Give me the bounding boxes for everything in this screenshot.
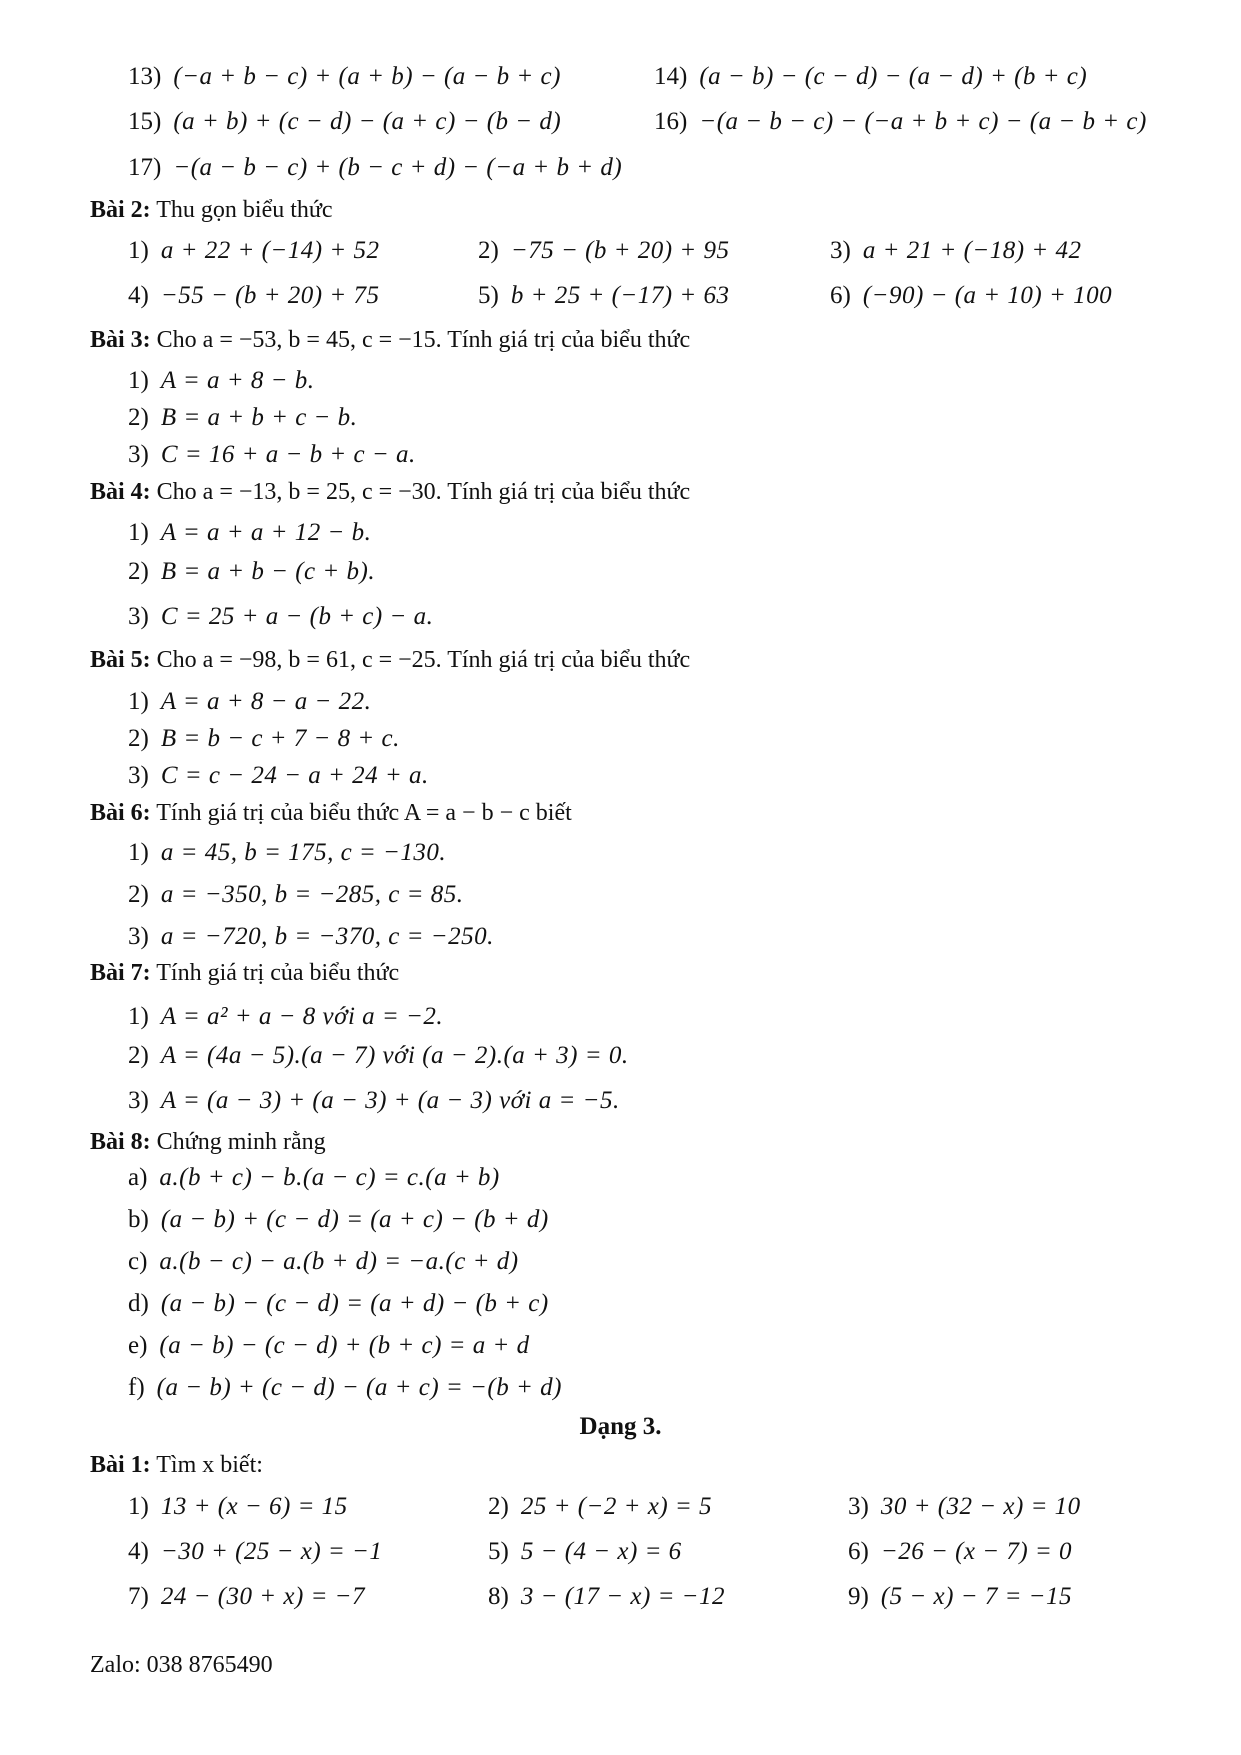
exercise-item: 2) A = (4a − 5).(a − 7) với (a − 2).(a + 3) = 0.	[128, 1042, 629, 1069]
exercise-item: 1) 13 + (x − 6) = 15	[128, 1493, 348, 1520]
exercise-item: 14) (a − b) − (c − d) − (a − d) + (b + c)	[654, 63, 1088, 90]
exercise-item: 1) A = a + 8 − a − 22.	[128, 688, 372, 715]
exercise-item: 5) b + 25 + (−17) + 63	[478, 282, 730, 309]
proof-item: e) (a − b) − (c − d) + (b + c) = a + d	[128, 1332, 530, 1359]
proof-item: d) (a − b) − (c − d) = (a + d) − (b + c)	[128, 1290, 549, 1317]
section-heading: Bài 2: Thu gọn biểu thức	[90, 197, 333, 223]
exercise-item: 6) (−90) − (a + 10) + 100	[830, 282, 1113, 309]
exercise-item: 1) A = a + 8 − b.	[128, 367, 315, 394]
proof-item: f) (a − b) + (c − d) − (a + c) = −(b + d)	[128, 1374, 562, 1401]
exercise-item: 5) 5 − (4 − x) = 6	[488, 1538, 682, 1565]
section-heading: Bài 5: Cho a = −98, b = 61, c = −25. Tính giá trị của biểu thức	[90, 647, 691, 673]
exercise-item: 17) −(a − b − c) + (b − c + d) − (−a + b + d)	[128, 154, 623, 181]
exercise-item: 1) A = a² + a − 8 với a = −2.	[128, 1003, 444, 1030]
exercise-item: 4) −55 − (b + 20) + 75	[128, 282, 380, 309]
proof-item: c) a.(b − c) − a.(b + d) = −a.(c + d)	[128, 1248, 519, 1275]
exercise-item: 2) −75 − (b + 20) + 95	[478, 237, 730, 264]
proof-item: a) a.(b + c) − b.(a − c) = c.(a + b)	[128, 1164, 500, 1191]
section-heading: Bài 8: Chứng minh rằng	[90, 1129, 326, 1155]
section-heading: Bài 3: Cho a = −53, b = 45, c = −15. Tính giá trị của biểu thức	[90, 327, 691, 353]
proof-item: b) (a − b) + (c − d) = (a + c) − (b + d)	[128, 1206, 549, 1233]
footer-contact: Zalo: 038 8765490	[90, 1652, 273, 1678]
exercise-item: 2) B = a + b − (c + b).	[128, 558, 376, 585]
exercise-item: 1) a = 45, b = 175, c = −130.	[128, 839, 447, 866]
exercise-item: 3) C = 16 + a − b + c − a.	[128, 441, 416, 468]
section-heading: Bài 7: Tính giá trị của biểu thức	[90, 960, 400, 986]
section-heading: Bài 6: Tính giá trị của biểu thức A = a − b − c biết	[90, 800, 572, 826]
exercise-item: 1) A = a + a + 12 − b.	[128, 519, 372, 546]
exercise-item: 7) 24 − (30 + x) = −7	[128, 1583, 366, 1610]
exercise-item: 13) (−a + b − c) + (a + b) − (a − b + c)	[128, 63, 561, 90]
exercise-item: 3) a = −720, b = −370, c = −250.	[128, 923, 494, 950]
exercise-item: 1) a + 22 + (−14) + 52	[128, 237, 380, 264]
exercise-item: 2) B = a + b + c − b.	[128, 404, 358, 431]
exercise-item: 15) (a + b) + (c − d) − (a + c) − (b − d)	[128, 108, 562, 135]
exercise-item: 2) 25 + (−2 + x) = 5	[488, 1493, 713, 1520]
exercise-item: 3) A = (a − 3) + (a − 3) + (a − 3) với a = −5.	[128, 1087, 620, 1114]
exercise-item: 3) a + 21 + (−18) + 42	[830, 237, 1082, 264]
exercise-item: 3) 30 + (32 − x) = 10	[848, 1493, 1081, 1520]
exercise-item: 6) −26 − (x − 7) = 0	[848, 1538, 1073, 1565]
exercise-item: 3) C = 25 + a − (b + c) − a.	[128, 603, 434, 630]
exercise-item: 2) a = −350, b = −285, c = 85.	[128, 881, 464, 908]
exercise-item: 8) 3 − (17 − x) = −12	[488, 1583, 726, 1610]
exercise-item: 16) −(a − b − c) − (−a + b + c) − (a − b + c)	[654, 108, 1147, 135]
exercise-item: 9) (5 − x) − 7 = −15	[848, 1583, 1073, 1610]
section-title: Dạng 3.	[579, 1413, 662, 1440]
exercise-item: 2) B = b − c + 7 − 8 + c.	[128, 725, 400, 752]
section-heading: Bài 1: Tìm x biết:	[90, 1452, 263, 1478]
section-heading: Bài 4: Cho a = −13, b = 25, c = −30. Tính giá trị của biểu thức	[90, 479, 691, 505]
exercise-item: 3) C = c − 24 − a + 24 + a.	[128, 762, 429, 789]
exercise-item: 4) −30 + (25 − x) = −1	[128, 1538, 383, 1565]
